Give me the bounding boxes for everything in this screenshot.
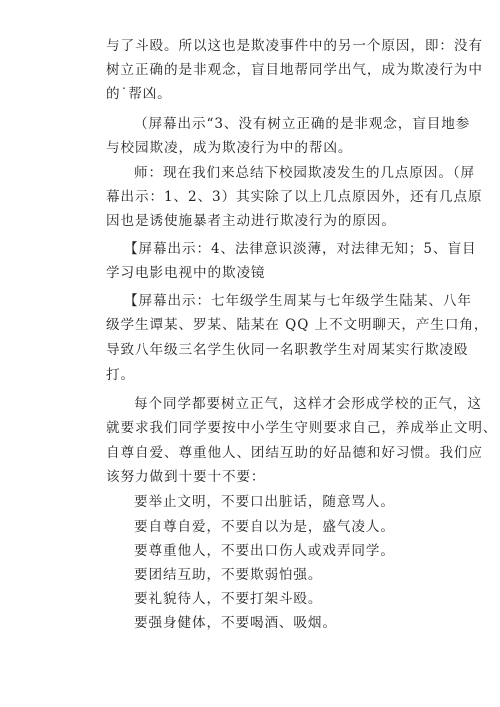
text-line: 要团结互助，不要欺弱怕强。 [134,567,323,583]
text-line: 与了斗殴。所以这也是欺凌事件中的另一个原因，即：没有 [106,38,483,54]
text-line: 要尊重他人，不要出口伤人或戏弄同学。 [134,543,395,559]
text-line: 【屏幕出示：4、法律意识淡薄，对法律无知；5、盲目 [124,241,477,257]
text-line: 【屏幕出示：七年级学生周某与七年级学生陆某、八年 [124,293,472,309]
text-line: 导致八年级三名学生伙同一名职教学生对周某实行欺凌殴 [106,342,469,358]
text-line: 就要求我们同学要按中小学生守则要求自己，养成举止文明、 [106,420,498,436]
text-line: 学习电影电视中的欺凌镜 [106,265,266,281]
text-line: 的˙帮凶。 [106,86,172,102]
text-line: 因也是诱使施暴者主动进行欺凌行为的原因。 [106,213,396,229]
text-line: 要自尊自爱，不要自以为是，盛气凌人。 [134,519,395,535]
text-line: 级学生谭某、罗某、陆某在 QQ 上不文明聊天，产生口角， [106,317,489,333]
text-line: 要强身健体，不要喝酒、吸烟。 [134,615,337,631]
text-line: 幕出示：1、2、3）其实除了以上几点原因外，还有几点原 [106,189,483,205]
text-line: 打。 [106,367,135,383]
text-line: 树立正确的是非观念，盲目地帮同学出气，成为欺凌行为中 [106,62,483,78]
text-line: 要礼貌待人，不要打架斗殴。 [134,591,323,607]
text-line: 师：现在我们来总结下校园欺凌发生的几点原因。（屏 [134,165,476,181]
text-line: 每个同学都要树立正气，这样才会形成学校的正气，这 [134,396,482,412]
text-line: （屏幕出示“3、没有树立正确的是非观念，盲目地参 [134,116,471,132]
text-line: 与校园欺凌，成为欺凌行为中的帮凶。 [106,140,353,156]
text-line: 自尊自爱、尊重他人、团结互助的好品德和好习惯。我们应 [106,445,483,461]
text-line: 要举止文明，不要口出脏话，随意骂人。 [134,494,395,510]
text-line: 该努力做到十要十不要： [106,469,266,485]
